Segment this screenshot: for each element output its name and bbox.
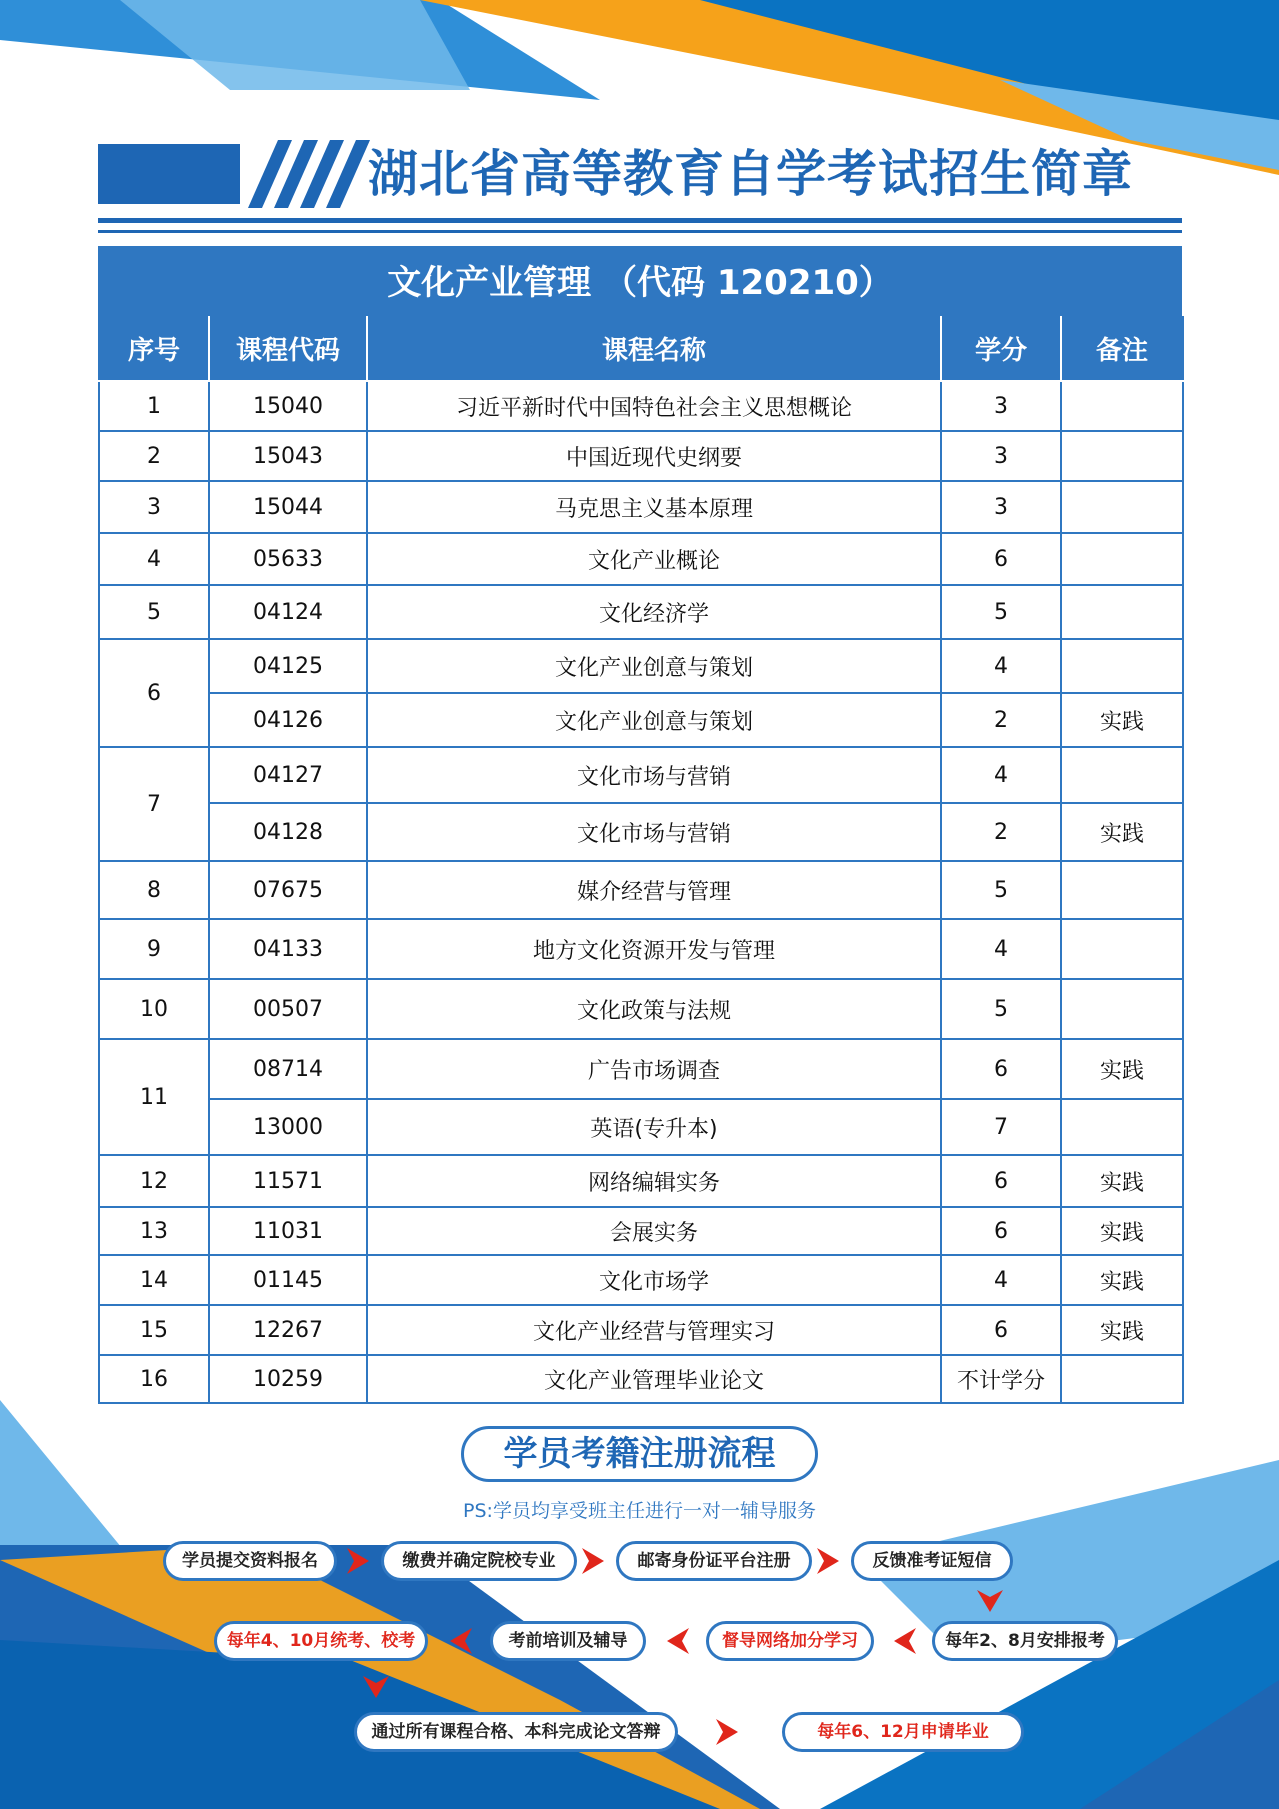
cell-no: 11 <box>99 1039 209 1155</box>
flow-step-graduation: 每年6、12月申请毕业 <box>782 1712 1024 1752</box>
header-credit: 学分 <box>941 316 1061 381</box>
cell-name: 广告市场调查 <box>367 1039 941 1099</box>
table-row <box>99 919 1183 979</box>
flow-ps-note: PS:学员均享受班主任进行一对一辅导服务 <box>463 1500 816 1522</box>
cell-name: 文化经济学 <box>367 585 941 639</box>
cell-credit: 2 <box>941 803 1061 861</box>
cell-no: 7 <box>99 747 209 861</box>
cell-credit: 6 <box>941 533 1061 585</box>
table-row <box>99 1255 1183 1305</box>
cell-note: 实践 <box>1061 1305 1183 1355</box>
table-row <box>99 1207 1183 1255</box>
table-row <box>99 1305 1183 1355</box>
cell-name: 文化产业经营与管理实习 <box>367 1305 941 1355</box>
cell-name: 会展实务 <box>367 1207 941 1255</box>
cell-credit: 4 <box>941 919 1061 979</box>
cell-credit: 6 <box>941 1039 1061 1099</box>
cell-name: 文化产业创意与策划 <box>367 693 941 747</box>
cell-no: 14 <box>99 1255 209 1305</box>
cell-no: 12 <box>99 1155 209 1207</box>
header-name: 课程名称 <box>367 316 941 381</box>
flow-step-feedback: 反馈准考证短信 <box>851 1541 1013 1581</box>
header-code: 课程代码 <box>209 316 367 381</box>
table-row <box>99 979 1183 1039</box>
arrow-left-icon <box>665 1626 691 1656</box>
cell-note <box>1061 1355 1183 1403</box>
table-row <box>99 861 1183 919</box>
header <box>98 140 1182 240</box>
cell-credit: 5 <box>941 979 1061 1039</box>
arrow-down-icon <box>361 1674 391 1700</box>
arrow-left-icon <box>892 1626 918 1656</box>
cell-credit: 4 <box>941 1255 1061 1305</box>
cell-credit: 不计学分 <box>941 1355 1061 1403</box>
cell-credit: 6 <box>941 1155 1061 1207</box>
cell-no: 10 <box>99 979 209 1039</box>
cell-credit: 2 <box>941 693 1061 747</box>
cell-credit: 5 <box>941 861 1061 919</box>
cell-name: 文化市场与营销 <box>367 803 941 861</box>
cell-credit: 7 <box>941 1099 1061 1155</box>
arrow-right-icon <box>714 1717 740 1747</box>
arrow-right-icon <box>345 1546 371 1576</box>
page-title: 湖北省高等教育自学考试招生简章 <box>368 145 1133 203</box>
cell-note <box>1061 747 1183 803</box>
cell-code: 11031 <box>209 1207 367 1255</box>
table-header-row <box>99 316 1183 381</box>
cell-note: 实践 <box>1061 803 1183 861</box>
flow-step-exam-schedule: 每年2、8月安排报考 <box>932 1621 1118 1661</box>
cell-no: 9 <box>99 919 209 979</box>
major-title: 文化产业管理 （代码 120210） <box>98 246 1182 316</box>
cell-note: 实践 <box>1061 1255 1183 1305</box>
cell-name: 文化产业创意与策划 <box>367 639 941 693</box>
cell-code: 04125 <box>209 639 367 693</box>
cell-credit: 3 <box>941 381 1061 431</box>
cell-name: 中国近现代史纲要 <box>367 431 941 481</box>
cell-name: 媒介经营与管理 <box>367 861 941 919</box>
cell-code: 04124 <box>209 585 367 639</box>
cell-code: 05633 <box>209 533 367 585</box>
arrow-down-icon <box>975 1588 1005 1614</box>
cell-no: 16 <box>99 1355 209 1403</box>
title-bar-decoration <box>98 144 240 204</box>
cell-no: 13 <box>99 1207 209 1255</box>
cell-name: 文化市场与营销 <box>367 747 941 803</box>
title-underline <box>98 218 1182 223</box>
arrow-left-icon <box>448 1626 474 1656</box>
cell-note <box>1061 381 1183 431</box>
table-row <box>99 1099 1183 1155</box>
cell-no: 5 <box>99 585 209 639</box>
table-row <box>99 639 1183 693</box>
flow-step-training: 考前培训及辅导 <box>490 1621 646 1661</box>
cell-note <box>1061 585 1183 639</box>
cell-note <box>1061 979 1183 1039</box>
header-no: 序号 <box>99 316 209 381</box>
course-table <box>98 316 1184 1404</box>
cell-note <box>1061 1099 1183 1155</box>
arrow-right-icon <box>815 1546 841 1576</box>
cell-code: 13000 <box>209 1099 367 1155</box>
cell-name: 习近平新时代中国特色社会主义思想概论 <box>367 381 941 431</box>
cell-credit: 3 <box>941 481 1061 533</box>
table-row <box>99 585 1183 639</box>
cell-note <box>1061 861 1183 919</box>
cell-credit: 5 <box>941 585 1061 639</box>
flow-step-exams: 每年4、10月统考、校考 <box>214 1621 428 1661</box>
cell-code: 12267 <box>209 1305 367 1355</box>
table-row <box>99 1355 1183 1403</box>
cell-name: 马克思主义基本原理 <box>367 481 941 533</box>
cell-code: 11571 <box>209 1155 367 1207</box>
title-underline-thin <box>98 230 1182 233</box>
cell-note <box>1061 481 1183 533</box>
cell-no: 6 <box>99 639 209 747</box>
cell-name: 文化产业概论 <box>367 533 941 585</box>
cell-note <box>1061 919 1183 979</box>
cell-code: 00507 <box>209 979 367 1039</box>
cell-code: 15040 <box>209 381 367 431</box>
cell-name: 地方文化资源开发与管理 <box>367 919 941 979</box>
cell-credit: 6 <box>941 1207 1061 1255</box>
cell-code: 15044 <box>209 481 367 533</box>
cell-code: 10259 <box>209 1355 367 1403</box>
header-note: 备注 <box>1061 316 1183 381</box>
table-row <box>99 747 1183 803</box>
cell-code: 04127 <box>209 747 367 803</box>
cell-credit: 6 <box>941 1305 1061 1355</box>
cell-no: 15 <box>99 1305 209 1355</box>
cell-credit: 4 <box>941 639 1061 693</box>
cell-code: 04126 <box>209 693 367 747</box>
cell-credit: 4 <box>941 747 1061 803</box>
cell-no: 8 <box>99 861 209 919</box>
course-table-section <box>98 246 1182 1404</box>
table-row <box>99 381 1183 431</box>
cell-code: 08714 <box>209 1039 367 1099</box>
cell-no: 1 <box>99 381 209 431</box>
cell-name: 文化市场学 <box>367 1255 941 1305</box>
cell-no: 3 <box>99 481 209 533</box>
arrow-right-icon <box>580 1546 606 1576</box>
cell-note: 实践 <box>1061 1207 1183 1255</box>
table-row <box>99 533 1183 585</box>
flow-step-register: 邮寄身份证平台注册 <box>616 1541 812 1581</box>
flow-step-pay: 缴费并确定院校专业 <box>381 1541 577 1581</box>
cell-name: 文化产业管理毕业论文 <box>367 1355 941 1403</box>
cell-no: 4 <box>99 533 209 585</box>
cell-code: 07675 <box>209 861 367 919</box>
flow-step-submit-info: 学员提交资料报名 <box>163 1541 337 1581</box>
table-row <box>99 1155 1183 1207</box>
cell-credit: 3 <box>941 431 1061 481</box>
cell-name: 英语(专升本) <box>367 1099 941 1155</box>
cell-name: 文化政策与法规 <box>367 979 941 1039</box>
flow-step-online-study: 督导网络加分学习 <box>706 1621 874 1661</box>
cell-code: 15043 <box>209 431 367 481</box>
cell-code: 04133 <box>209 919 367 979</box>
cell-code: 04128 <box>209 803 367 861</box>
cell-note <box>1061 533 1183 585</box>
flow-title: 学员考籍注册流程 <box>461 1426 818 1482</box>
cell-name: 网络编辑实务 <box>367 1155 941 1207</box>
flow-step-pass-thesis: 通过所有课程合格、本科完成论文答辩 <box>354 1712 678 1752</box>
table-row <box>99 803 1183 861</box>
cell-note <box>1061 639 1183 693</box>
cell-note: 实践 <box>1061 1039 1183 1099</box>
table-row <box>99 1039 1183 1099</box>
cell-note <box>1061 431 1183 481</box>
cell-note: 实践 <box>1061 1155 1183 1207</box>
cell-code: 01145 <box>209 1255 367 1305</box>
table-row <box>99 481 1183 533</box>
table-row <box>99 693 1183 747</box>
cell-no: 2 <box>99 431 209 481</box>
table-row <box>99 431 1183 481</box>
cell-note: 实践 <box>1061 693 1183 747</box>
